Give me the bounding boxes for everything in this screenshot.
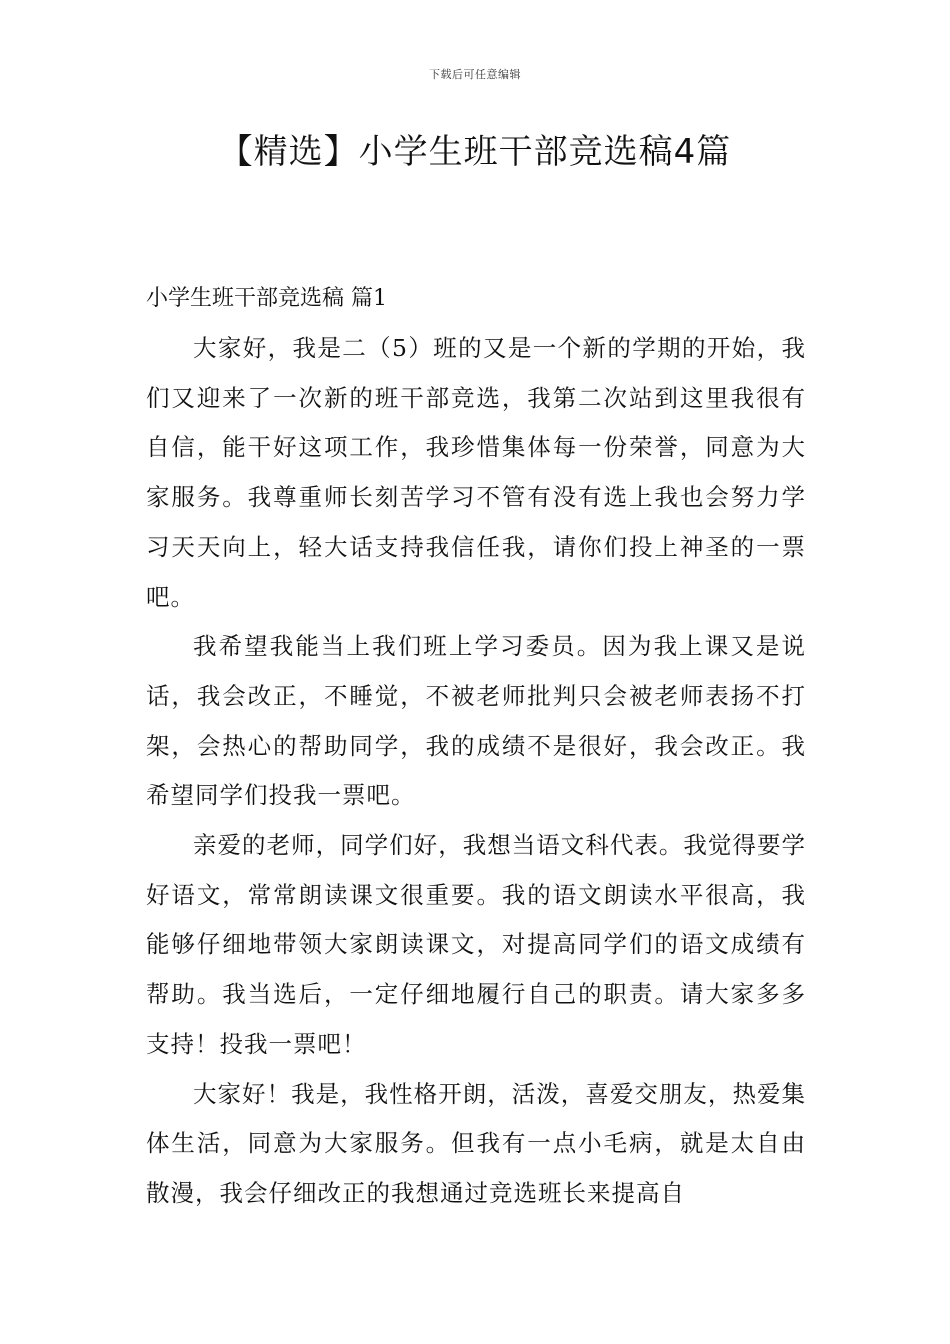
paragraph: 我希望我能当上我们班上学习委员。因为我上课又是说话，我会改正，不睡觉，不被老师批判只会被老师表扬不打架，会热心的帮助同学，我的成绩不是很好，我会改正。我希望同学们投我一票吧。 bbox=[146, 632, 806, 810]
section-heading: 小学生班干部竞选稿 篇1 bbox=[146, 286, 387, 311]
paragraph: 大家好！我是，我性格开朗，活泼，喜爱交朋友，热爱集体生活，同意为大家服务。但我有一点小毛病，就是太自由散漫，我会仔细改正的我想通过竞选班长来提高自 bbox=[146, 1079, 806, 1207]
paragraph: 大家好，我是二（5）班的又是一个新的学期的开始，我们又迎来了一次新的班干部竞选，我第二次站到这里我很有自信，能干好这项工作，我珍惜集体每一份荣誉，同意为大家服务。我尊重师长刻苦学习不管有没有选上我也会努力学习天天向上，轻大话支持我信任我，请你们投上神圣的一票吧。 bbox=[146, 334, 806, 611]
paragraph: 亲爱的老师，同学们好，我想当语文科代表。我觉得要学好语文，常常朗读课文很重要。我的语文朗读水平很高，我能够仔细地带领大家朗读课文，对提高同学们的语文成绩有帮助。我当选后，一定仔细地履行自己的职责。请大家多多支持！投我一票吧！ bbox=[146, 831, 806, 1058]
header-note: 下载后可任意编辑 bbox=[429, 68, 521, 81]
document-title: 【精选】小学生班干部竞选稿4篇 bbox=[218, 132, 732, 172]
document-body bbox=[146, 278, 806, 1219]
